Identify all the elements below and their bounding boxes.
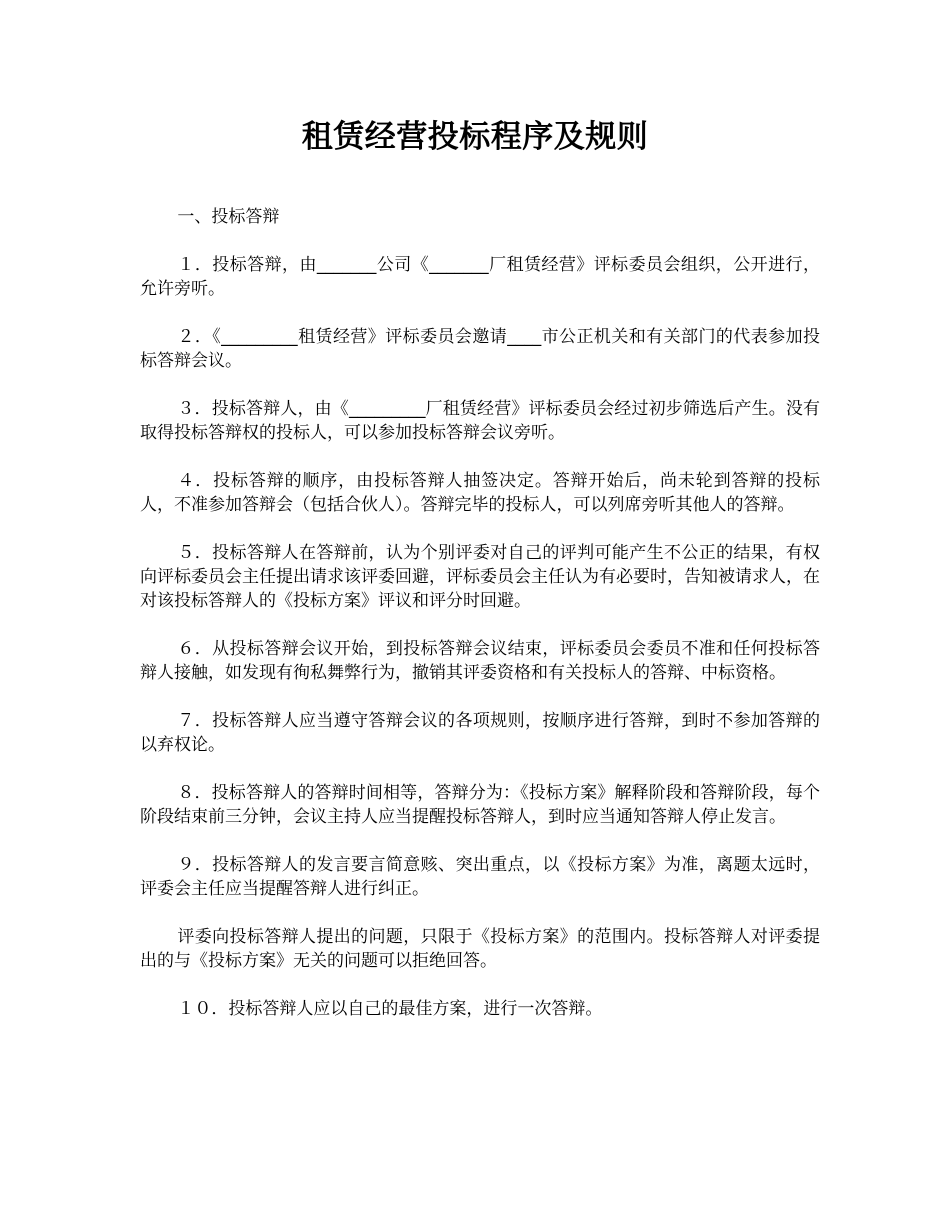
paragraph-2: ２．《_________租赁经营》评标委员会邀请____市公正机关和有关部门的代表参加投标答辩会议。 [140,327,820,371]
document-title: 租赁经营投标程序及规则 [301,119,649,155]
section-heading: 一、投标答辩 [177,207,280,227]
paragraph-8: ８．投标答辩人的答辩时间相等，答辩分为：《投标方案》解释阶段和答辩阶段，每个阶段结束前三分钟，会议主持人应当提醒投标答辩人，到时应当通知答辩人停止发言。 [140,783,820,827]
paragraph-9-note: 评委向投标答辩人提出的问题，只限于《投标方案》的范围内。投标答辩人对评委提出的与《投标方案》无关的问题可以拒绝回答。 [140,927,820,971]
paragraph-4: ４．投标答辩的顺序，由投标答辩人抽签决定。答辩开始后，尚未轮到答辩的投标人，不准参加答辩会（包括合伙人）。答辩完毕的投标人，可以列席旁听其他人的答辩。 [140,471,820,515]
paragraph-1: １．投标答辩，由_______公司《_______厂租赁经营》评标委员会组织，公开进行，允许旁听。 [140,255,820,299]
paragraph-5: ５．投标答辩人在答辩前，认为个别评委对自己的评判可能产生不公正的结果，有权向评标委员会主任提出请求该评委回避，评标委员会主任认为有必要时，告知被请求人，在对该投标答辩人的《投标方案》评议和评分时回避。 [140,543,820,611]
paragraph-7: ７．投标答辩人应当遵守答辩会议的各项规则，按顺序进行答辩，到时不参加答辩的以弃权论。 [140,711,820,755]
paragraph-3: ３．投标答辩人，由《_________厂租赁经营》评标委员会经过初步筛选后产生。没有取得投标答辩权的投标人，可以参加投标答辩会议旁听。 [140,399,820,443]
paragraph-9: ９．投标答辩人的发言要言简意赅、突出重点，以《投标方案》为准，离题太远时，评委会主任应当提醒答辩人进行纠正。 [140,855,820,899]
paragraph-10: １０．投标答辩人应以自己的最佳方案，进行一次答辩。 [177,999,603,1019]
paragraph-6: ６．从投标答辩会议开始，到投标答辩会议结束，评标委员会委员不准和任何投标答辩人接触，如发现有徇私舞弊行为，撤销其评委资格和有关投标人的答辩、中标资格。 [140,639,820,683]
document-body [140,205,820,1045]
